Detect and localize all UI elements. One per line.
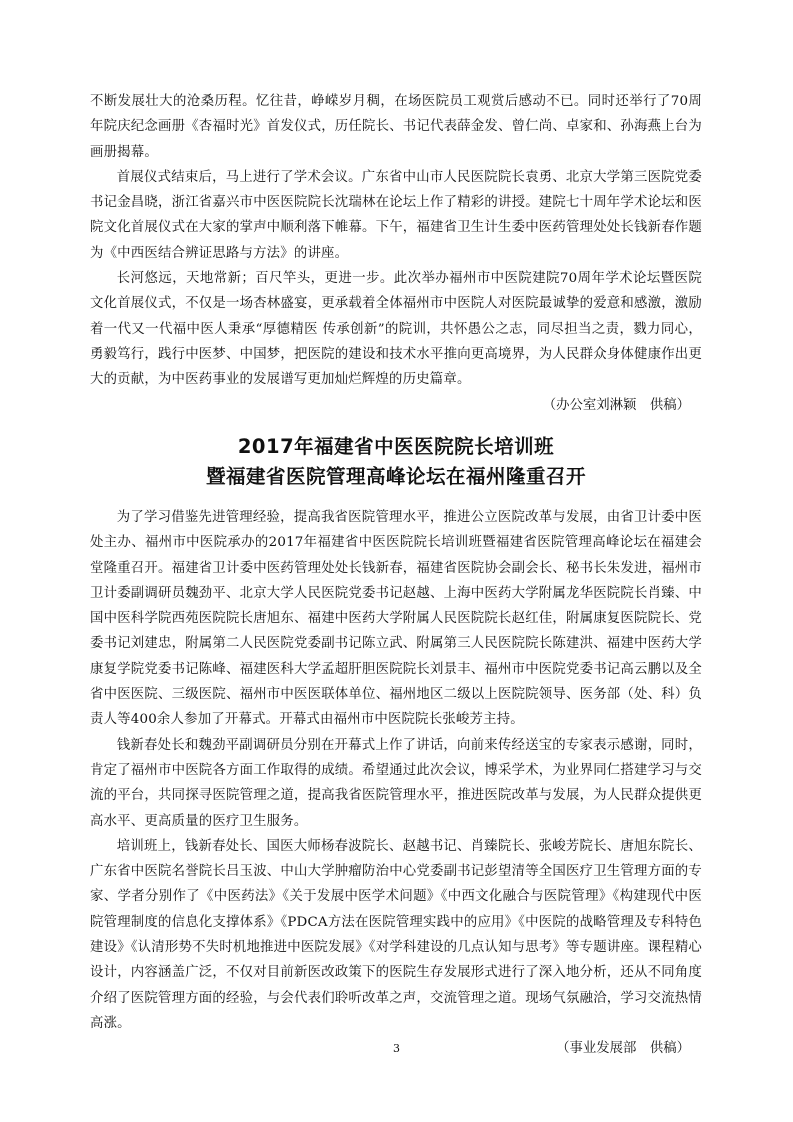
article-title-line-1: 2017年福建省中医医院院长培训班 bbox=[237, 435, 555, 458]
paragraph: 不断发展壮大的沧桑历程。忆往昔，峥嵘岁月稠，在场医院员工观赏后感动不已。同时还举行了70周年院庆纪念画册《杏福时光》首发仪式，历任院长、书记代表薛金发、曾仁尚、卓家和、孙海燕上台为画册揭幕。 bbox=[90, 94, 702, 160]
article-continuation bbox=[90, 89, 702, 418]
paragraph: 长河悠远，天地常新；百尺竿头，更进一步。此次举办福州市中医院建院70周年学术论坛暨医院文化首展仪式，不仅是一场杏林盛宴，更承载着全体福州市中医院人对医院最诚挚的爱意和感激，激励着一代又一代福中医人秉承“厚德精医 传承创新”的院训，共怀愚公之志，同尽担当之责，戮力同心，勇毅笃行，践行中医梦、中国梦，把医院的建设和技术水平推向更高境界，为人民群众身体健康作出更大的贡献，为中医药事业的发展谱写更加灿烂辉煌的历史篇章。 bbox=[90, 271, 702, 388]
article-credit: （办公室刘淋颖 供稿） bbox=[542, 397, 690, 413]
article-title bbox=[90, 432, 702, 492]
paragraph: 为了学习借鉴先进管理经验，提高我省医院管理水平，推进公立医院改革与发展，由省卫计委中医处主办、福州市中医院承办的2017年福建省中医医院院长培训班暨福建省医院管理高峰论坛在福建会堂隆重召开。福建省卫计委中医药管理处处长钱新春，福建省医院协会副会长、秘书长朱发进，福州市卫计委副调研员魏劲平、北京大学人民医院党委书记赵越、上海中医药大学附属龙华医院院长肖臻、中国中医科学院西苑医院院长唐旭东、福建中医药大学附属人民医院院长赵红佳，附属康复医院院长、党委书记刘建忠，附属第二人民医院党委副书记陈立武、附属第三人民医院院长陈建洪、福建中医药大学康复学院党委书记陈峰、福建医科大学孟超肝胆医院院长刘景丰、福州市中医院党委书记高云鹏以及全省中医医院、三级医院、福州市中医医联体单位、福州地区二级以上医院院领导、医务部（处、科）负责人等400余人参加了开幕式。开幕式由福州市中医院院长张峻芳主持。 bbox=[90, 510, 702, 728]
article-credit: （事业发展部 供稿） bbox=[556, 1041, 690, 1057]
paragraph: 首展仪式结束后，马上进行了学术会议。广东省中山市人民医院院长袁勇、北京大学第三医院党委书记金昌晓，浙江省嘉兴市中医医院院长沈瑞林在论坛上作了精彩的讲授。建院七十周年学术论坛和医院文化首展仪式在大家的掌声中顺利落下帷幕。下午，福建省卫生计生委中医药管理处处长钱新春作题为《中西医结合辨证思路与方法》的讲座。 bbox=[90, 169, 702, 261]
paragraph: 培训班上，钱新春处长、国医大师杨春波院长、赵越书记、肖臻院长、张峻芳院长、唐旭东院长、广东省中医院名誉院长吕玉波、中山大学肿瘤防治中心党委副书记彭望清等全国医疗卫生管理方面的专家、学者分别作了《中医药法》《关于发展中医学术问题》《中西文化融合与医院管理》《构建现代中医院管理制度的信息化支撑体系》《PDCA方法在医院管理实践中的应用》《中医院的战略管理及专科特色建设》《认清形势不失时机地推进中医院发展》《对学科建设的几点认知与思考》等专题讲座。课程精心设计，内容涵盖广泛，不仅对目前新医改政策下的医院生存发展形式进行了深入地分析，还从不同角度介绍了医院管理方面的经验，与会代表们聆听改革之声，交流管理之道。现场气氛融洽，学习交流热情高涨。 bbox=[90, 838, 702, 1031]
article-body bbox=[90, 505, 702, 1062]
page-number: 3 bbox=[393, 1042, 400, 1055]
paragraph: 钱新春处长和魏劲平副调研员分别在开幕式上作了讲话，向前来传经送宝的专家表示感谢，同时，肯定了福州市中医院各方面工作取得的成绩。希望通过此次会议，博采学术，为业界同仁搭建学习与交流的平台，共同探寻医院管理之道，提高我省医院管理水平，推进医院改革与发展，为人民群众提供更高水平、更高质量的医疗卫生服务。 bbox=[90, 737, 702, 829]
article-title-line-2: 暨福建省医院管理高峰论坛在福州隆重召开 bbox=[205, 465, 586, 488]
